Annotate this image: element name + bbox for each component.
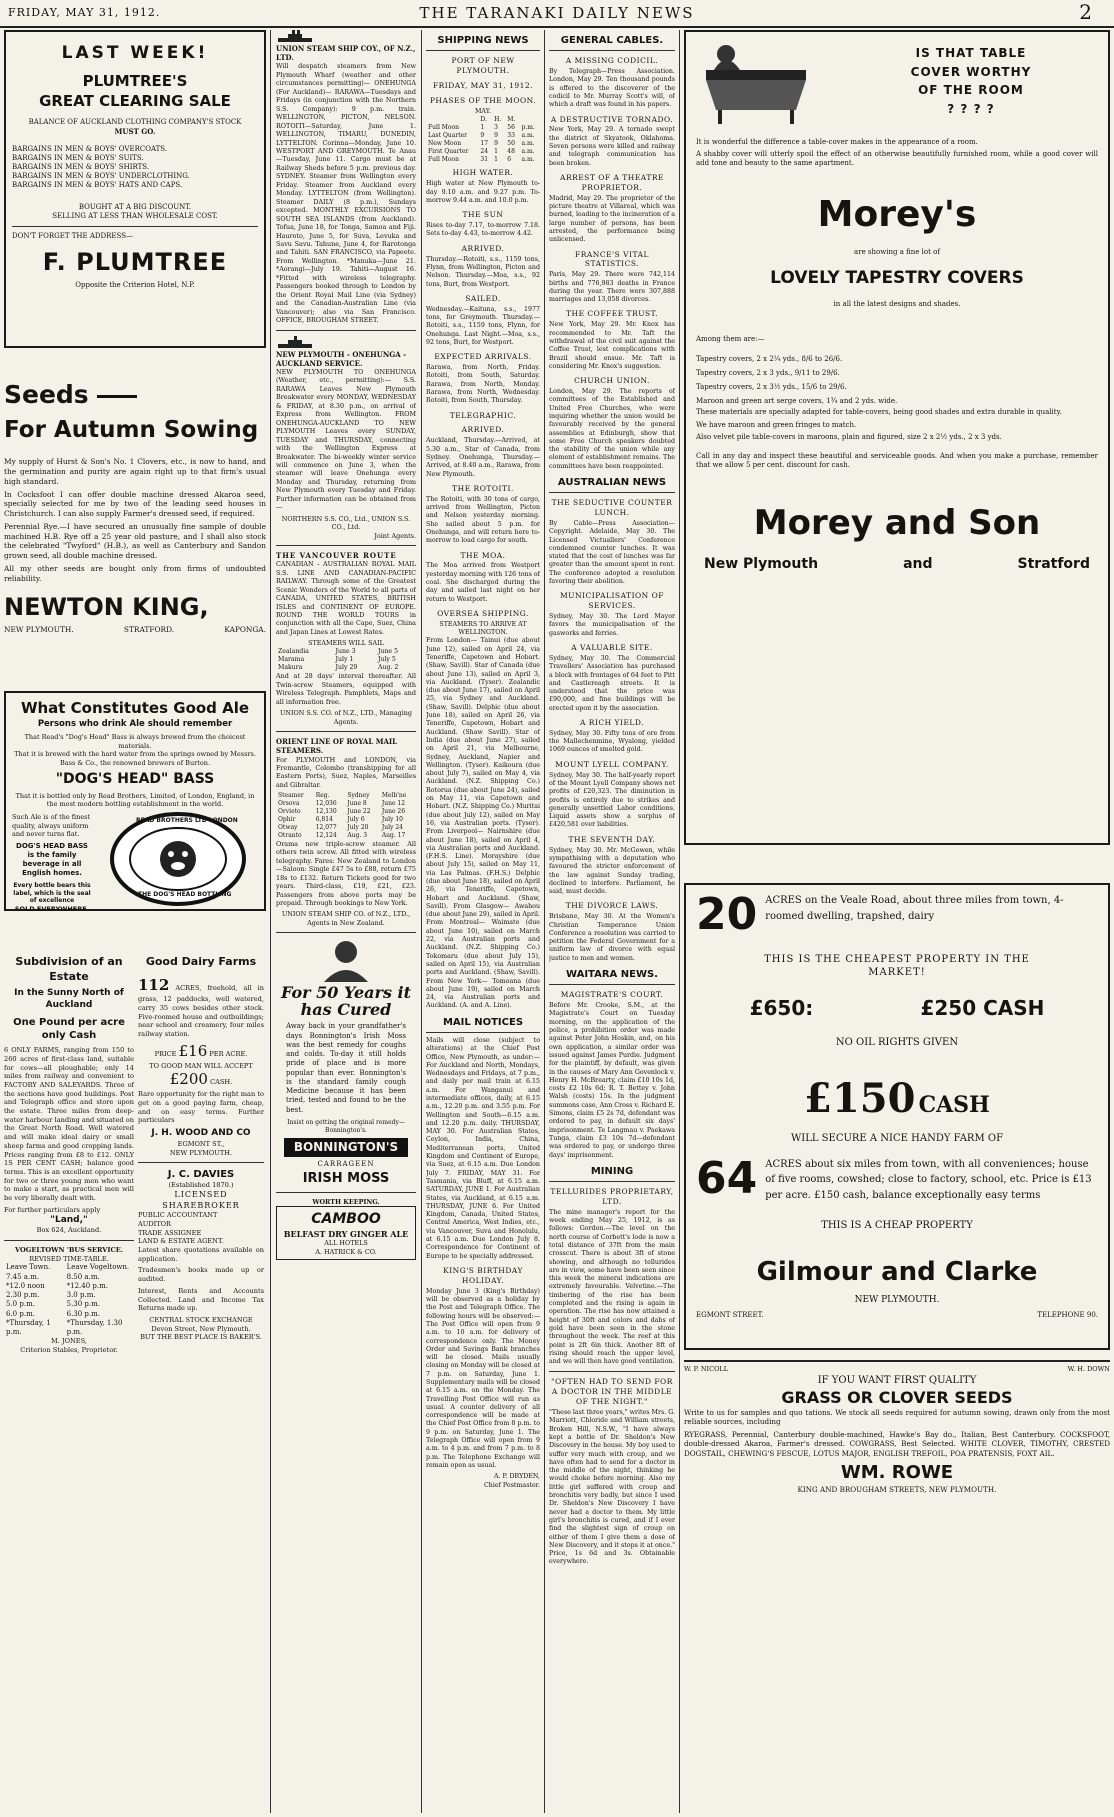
bargain-3: BARGAINS IN MEN & BOYS' UNDERCLOTHING. <box>12 172 190 181</box>
seal-top-text: READ BROTHERS LTD LONDON <box>136 816 238 824</box>
aus-2-heading: A VALUABLE SITE. <box>571 643 653 653</box>
shipping-news: SHIPPING NEWS <box>426 32 540 51</box>
aus-3-text: Sydney, May 30. Fifty tons of ore from the Mallechenmine, Wyalong, yielded 1069 ounces of smelted gold. <box>549 729 675 754</box>
port-title: PORT OF NEW PLYMOUTH. <box>451 56 515 76</box>
holiday-text: Monday June 3 (King's Birthday) will be observed as a holiday by the Post and Telegraph Office. The following hours will be observed:— The Post Office will open from 9 a.m. to 10 a.m. for delivery of correspondence only. The Money Order and Savings Bank branches will be closed. Mails usually closing on Monday will be closed at 7 p.m. on Saturday, June 1. Supplementary mails will be closed at 6.15 a.m. on the Monday. The Travelling Post Office will run as usual. A counter delivery of all correspondence will be made at the Chief Post Office from 8 p.m. to 9 p.m. on Saturday, June 1. The Telegraph Office will open from 9 a.m. to 4 p.m. and from 7 p.m. to 8 p.m. The Telephone Exchange will remain open as usual. <box>426 1287 540 1469</box>
bonnington-brand: BONNINGTON'S <box>284 1138 408 1158</box>
camboo-ad <box>276 1206 416 1260</box>
irish-moss: IRISH MOSS <box>302 1170 390 1186</box>
davies-title: LICENSED SHAREBROKER <box>162 1190 240 1210</box>
dairy-price: £16 <box>178 1041 208 1060</box>
general-cables: GENERAL CABLES. <box>549 32 675 51</box>
davies-devon: Devon Street, New Plymouth. <box>151 1324 251 1333</box>
morey-list-3: Maroon and green art serge covers, 1¾ and 2 yds. wide. <box>696 397 898 406</box>
gilmour-street: EGMONT STREET. <box>696 1310 764 1319</box>
acres-20: 20 <box>696 889 758 940</box>
high-water-text: High water at New Plymouth to-day 9.10 a.m. and 9.27 p.m. To-morrow 9.44 a.m. and 10.0 p.m. <box>426 180 540 204</box>
rowe-text1: Write to us for samples and quo tations. We stock all seeds required for autumn sowing, drawn only from the most reliable sources, including <box>684 1407 1110 1427</box>
dairy-acres: 112 <box>138 975 170 994</box>
sailed-text: Wednesday.—Kaituna, s.s., 1977 tons, for Greymouth. Thursday.—Rotoiti, s.s., 1159 tons, Flynn, for Onehunga. Last Night.—Moa, s.s., 92 tons, Burt, for Westport. <box>426 305 540 346</box>
ale-t4: Such Ale is of the finest quality, always uniform and never turns flat. <box>12 812 91 839</box>
must-go: MUST GO. <box>114 127 156 137</box>
dont-forget: DON'T FORGET THE ADDRESS— <box>12 232 133 241</box>
vancouver-table: Zealandia June 3 June 5 Marama July 1 July 5 Makura July 29 Aug. 2 <box>278 647 399 672</box>
ale-t2: That it is brewed with the hard water from the springs owned by Messrs. Bass & Co., the renowned brewers of Burton. <box>14 750 256 767</box>
arrived-title: ARRIVED. <box>461 243 505 253</box>
masthead <box>0 0 1114 28</box>
moon-phases: PHASES OF THE MOON. <box>429 95 537 105</box>
morey-p2: A shabby cover will utterly spoil the effect of an otherwise beautifully furnished room, while a good cover will add tone and beauty to the same apartment. <box>696 150 1098 168</box>
bargain-1: BARGAINS IN MEN & BOYS' SUITS. <box>12 153 144 162</box>
grass-clover: GRASS OR CLOVER SEEDS <box>781 1387 1013 1407</box>
table-illustration-icon <box>696 40 816 126</box>
expected-title: EXPECTED ARRIVALS. <box>434 352 532 362</box>
subdivision-ad <box>4 955 134 1355</box>
morey-headline-3: OF THE ROOM <box>918 83 1024 98</box>
cable-0-heading: A MISSING CODICIL. <box>565 56 659 66</box>
bargain-4: BARGAINS IN MEN & BOYS' HATS AND CAPS. <box>12 181 183 190</box>
mail-text: Mails will close (subject to alterations) at the Chief Post Office, New Plymouth, as under:— For Auckland and North, Mondays, Wednesdays and Fridays, at 7 p.m., and daily per mail train at 6.15 a.m. For Wanganui and intermediate offices, daily, at 6.15 a.m., 12.20 p.m. and 3.55 p.m. For Wellington and South—6.15 a.m. and 12.20 p.m. daily. THURSDAY, MAY 30. For Australian States, Ceylon, India, China, Mediterranean ports, United Kingdom and Continent of Europe, via Suez, at 6.15 a.m. Due London July 7. FRIDAY, MAY 31. For Tasmania, via Bluff, at 6.15 a.m. SATURDAY, JUNE 1. For Australian States, via Auckland, at 6.15 a.m. THURSDAY, JUNE 6. For United Kingdom, Canada, United States, Central America, West Indies, etc., via Vancouver, Suva and Honolulu, at 6.15 a.m. Due London July 8. Correspondence for Continent of Europe to be specially addressed. <box>426 1036 540 1260</box>
column-4 <box>549 30 675 1813</box>
morey-p4: We have maroon and green fringes to match. <box>696 420 857 429</box>
morey-showing: are showing a fine lot of <box>854 248 940 257</box>
vancouver-steamers: STEAMERS WILL SAIL <box>308 639 384 648</box>
issue-date: FRIDAY, MAY 31, 1912. <box>8 6 161 19</box>
seeds-title: Seeds <box>4 382 266 407</box>
morey-ad <box>684 30 1110 845</box>
postmaster-name: A. P. DRYDEN, <box>493 1473 540 1481</box>
rowe-right: W. H. DOWN <box>1067 1365 1110 1373</box>
dairy-street: EGMONT ST., <box>177 1139 225 1148</box>
carrageen: CARRAGEEN <box>317 1160 375 1169</box>
vancouver-title: THE VANCOUVER ROUTE <box>276 551 397 561</box>
onehunga-title: NEW PLYMOUTH - ONEHUNGA - AUCKLAND SERVICE. <box>276 349 407 368</box>
morey-p6: Call in any day and inspect these beautiful and serviceable goods. And when you make a purchase, remember that we allow 5 per cent. discount for cash. <box>696 452 1098 470</box>
rowe-text2: RYEGRASS, Perennial, Canterbury double-machined, Hawke's Bay do., Italian, Best Canterbury. COCKSFOOT, double-dressed Akaroa, Farmer's dressed. COWGRASS, Best Selected. WHITE CLOVER, TIMOTHY, CRESTED DOGSTAIL, CHEWING'S FESCUE, LOTUS MAJOR, ENGLISH TREFOIL, POA PRATENSIS, FOXT AIL. <box>684 1429 1110 1458</box>
land-box: "Land," <box>50 1214 88 1225</box>
morey-marks: ? ? ? ? <box>947 101 995 116</box>
gilmour-town: NEW PLYMOUTH. <box>854 1294 940 1305</box>
bonnington-portrait-icon <box>316 938 376 982</box>
seeds-p3: Perennial Rye.—I have secured an unusually fine sample of double machined H.B. Rye off a 25 year old pasture, and I shall also stock the celebrated "Twyford" (H.B.), as well as Canterbury and Sandon grown seed, all double machine dressed. <box>4 521 266 561</box>
gilmour-tel: TELEPHONE 90. <box>1037 1310 1098 1319</box>
rowe-address: KING AND BROUGHAM STREETS, NEW PLYMOUTH. <box>797 1485 997 1495</box>
davies-role-2: TRADE ASSIGNEE <box>138 1228 202 1237</box>
bus-owner: M. JONES, <box>51 1337 87 1346</box>
aus-3-heading: A RICH YIELD. <box>579 717 645 727</box>
cable-1-text: New York, May 29. A tornado swept the district of Skyatook, Oklahoma. Seven persons were killed and railway and telegraph communication has been broken. <box>549 126 675 167</box>
davies-role-3: LAND & ESTATE AGENT. <box>138 1237 224 1246</box>
page-number: 2 <box>1079 0 1092 24</box>
davies-interest: Interest, Rents and Accounts Collected. Land and Income Tax Returns made up. <box>138 1286 264 1313</box>
no-oil-rights: NO OIL RIGHTS GIVEN <box>835 1036 959 1048</box>
mining-0-heading: TELLURIDES PROPRIETARY, LTD. <box>550 1186 674 1206</box>
orient-table: Steamer Reg. Sydney Melb'ne Orsova 12,036 June 8 June 12 Orvieto 12,130 June 22 June 26 Ophir 6,814 July 6 July 10 Otway 12,077 July 20 July 24 Otranto 12,124 Aug. 3 Aug. 17 <box>278 792 407 839</box>
morey-among: Among them are:— <box>696 335 765 344</box>
davies-latest: Latest share quotations available on application. <box>138 1246 264 1263</box>
bought-line: BOUGHT AT A BIG DISCOUNT. <box>78 202 192 211</box>
rowe-want: IF YOU WANT FIRST QUALITY <box>817 1374 977 1386</box>
wm-rowe: WM. ROWE <box>840 1462 954 1484</box>
waitara-news: WAITARA NEWS. <box>549 966 675 985</box>
bus-timetable: Leave Town. Leave Vogeltown. 7.45 a.m. 8.50 a.m. *12.0 noon *12.40 p.m. 2.30 p.m. 3.0 p.m. 5.0 p.m. 5.30 p.m. 6.0 p.m. 6.30 p.m. *Thursday, 1 p.m. *Thursday, 1.30 p.m. <box>6 1263 130 1337</box>
ale-t7: SOLD EVERYWHERE. <box>14 905 90 914</box>
worth-keeping: WORTH KEEPING. <box>312 1197 380 1206</box>
onehunga-joint: Joint Agents. <box>374 531 416 540</box>
dairy-town: NEW PLYMOUTH. <box>169 1148 233 1157</box>
moreys-name: Morey's <box>817 193 977 235</box>
vancouver-agent: UNION S.S. CO. of N.Z., LTD., Managing Agents. <box>279 709 413 726</box>
price-250-cash: £250 CASH <box>920 996 1045 1021</box>
selling-line: SELLING AT LESS THAN WHOLESALE COST. <box>52 211 218 220</box>
ale-t5: DOG'S HEAD BASS is the family beverage in all English homes. <box>16 841 88 878</box>
acres-20-text: ACRES on the Veale Road, about three miles from town, 4-roomed dwelling, trapshed, dairy <box>765 895 1064 922</box>
further-particulars: For further particulars apply <box>4 1205 101 1214</box>
subdivision-title: Subdivision of an Estate <box>15 954 123 983</box>
ale-ad <box>4 691 266 914</box>
column-2 <box>276 30 416 1813</box>
price-150: £150 <box>804 1074 916 1122</box>
seeds-p4: All my other seeds are bought only from firms of undoubted reliability. <box>4 564 266 583</box>
newton-king-towns: NEW PLYMOUTH. STRATFORD. KAPONGA. <box>4 625 266 635</box>
morey-headline-2: COVER WORTHY <box>910 64 1032 79</box>
morey-and-son: Morey and Son <box>753 502 1041 543</box>
mining: MINING <box>549 1163 675 1182</box>
cheapest-property: THIS IS THE CHEAPEST PROPERTY IN THE MARKET! <box>764 954 1030 979</box>
ale-subtitle: Persons who drink Ale should remember <box>37 718 233 729</box>
davies-name: J. C. DAVIES <box>167 1169 235 1181</box>
moa-text: The Moa arrived from Westport yesterday morning with 126 tons of coal. She discharged during the day and sailed last night on her return to Westport. <box>426 562 540 603</box>
sun-title: THE SUN <box>462 210 504 220</box>
union-text: Will despatch steamers from New Plymouth Wharf (weather and other circumstances permitting)— ONEHUNGA (For Auckland)— RARAWA—Tuesdays and Fridays (in conjunction with the Northern S.S. Company): 9 p.m. train. WELLINGTON, PICTON, NELSON. ROTOITI—Saturday, June 1. WELLINGTON, TIMARU, DUNEDIN, LYTTELTON. Corinna—Monday, June 10. WESTPORT AND GREYMOUTH. Te Anau—Tuesday, June 11. Cargo must be at Railway Sheds before 5 p.m. previous day. SYDNEY. Steamer from Wellington every Friday. Steamer from Auckland every Monday. LYTTELTON (from Wellington). Steamer DAILY (8 p.m.), Sundays excepted. MONTHLY EXCURSIONS TO SOUTH SEA ISLANDS (from Auckland). Tofua, June 18, for Tonga, Samoa and Fiji. Hauroto, June 5, for Suva, Levuka and Savu Savu. Tahune, June 4, for Rarotonga and Tahiti. SAN FRANCISCO, via Papeete. From Wellington. *Manuka—June 21. *Aorangi—July 19. Tahiti—August 16. *Fitted with wireless telegraphy. Passengers booked through to London by the Orient Royal Mail Line (via Sydney) and the Canadian-Australian Line (via Vancouver); also via San Francisco. OFFICE, BROUGHAM STREET. <box>276 62 416 325</box>
cable-3-heading: FRANCE'S VITAL STATISTICS. <box>575 249 649 269</box>
orient-title: ORIENT LINE OF ROYAL MAIL STEAMERS. <box>276 737 398 756</box>
morey-town-0: New Plymouth <box>704 556 819 573</box>
plumtree-address: Opposite the Criterion Hotel, N.P. <box>75 281 195 290</box>
plumtree-owner: F. PLUMTREE <box>42 248 228 277</box>
davies-est: (Established 1870.) <box>168 1181 234 1190</box>
sun-text: Rises to-day 7.17, to-morrow 7.18. Sets to-day 4.43, to-morrow 4.42. <box>426 222 540 238</box>
bargain-0: BARGAINS IN MEN & BOYS' OVERCOATS. <box>12 144 168 153</box>
newton-king: NEWTON KING, <box>4 592 209 621</box>
cable-1-heading: A DESTRUCTIVE TORNADO. <box>550 114 674 124</box>
vancouver-after: And at 28 days' interval thereafter. All Twin-screw Steamers, equipped with Wireless Telegraph. Pamphlets, Maps and all information free. <box>276 672 416 706</box>
moon-month: MAY. <box>474 107 492 115</box>
morey-town-1: and <box>903 556 933 573</box>
clearing-sale: GREAT CLEARING SALE <box>39 92 231 111</box>
aus-1-text: Sydney, May 30. The Lord Mayor favors the municipalisation of the gasworks and ferries. <box>549 613 675 637</box>
australian-news: AUSTRALIAN NEWS <box>549 474 675 493</box>
newspaper-title: THE TARANAKI DAILY NEWS <box>419 4 695 22</box>
morey-list-0: Tapestry covers, 2 x 2¼ yds., 8/6 to 26/6. <box>696 355 843 364</box>
oversea-sub: STEAMERS TO ARRIVE AT WELLINGTON. <box>439 620 527 637</box>
gilmour-and-clarke: Gilmour and Clarke <box>756 1256 1038 1287</box>
camboo-text: BELFAST DRY GINGER ALE <box>283 1228 409 1239</box>
morey-headline-1: IS THAT TABLE <box>915 46 1027 60</box>
oversea-text: From London— Tainui (due about June 12), sailed on April 24, via Teneriffe, Capetown and Hobart. (Shaw, Savill). Star of Canada (due about June 13), sailed on April 3, via Auckland. (Tyser). Zealandic (due about June 17), sailed on April 25, via Sydney and Auckland. (Shaw, Savill). Delphic (due about June 18), sailed on April 26, via Teneriffe, Capetown, Hobart and Auckland. (Shaw Savill). Star of India (due about June 27), sailed on April 21, via Melbourne, Sydney, Auckland, Napier and Wellington. (Tyser). Kaikoura (due about July 7), sailed on May 4, via Auckland. (N.Z. Shipping Co.) Rotorua (due about June 24), sailed on May 11, via Capetown and Hobart. (N.Z. Shipping Co.) Muritai (due about July 12), sailed on May 16, via Australian ports. (Tyser). From Liverpool— Nairnshire (due about June 18), sailed on April 4, via Australian ports and Auckland. (F.H.S. Line). Morayshire (due about July 15), sailed on May 11, via Las Palmas. (F.H.S.) Delphic (due about June 18), sailed on April 26, via Teneriffe, Capetown, Hobart and Auckland. (Shaw, Savill). From Glasgow— Awahou (due about June 29), sailed in April. From Montreal— Waimate (due about June 10), sailed on March 22, via Australian ports and Auckland. (N.Z. Shipping Co.) Tokomaru (due about July 15), sailed on April 15), via Australian ports and Auckland. (Shaw, Savill). From New York— Tomoana (due about June 19), sailed on March 24, via Australian ports and Auckland. (A. and A. Line). <box>426 637 540 1010</box>
oversea-title: OVERSEA SHIPPING. <box>437 608 529 618</box>
davies-exchange: CENTRAL STOCK EXCHANGE <box>149 1315 253 1324</box>
mail-notices: MAIL NOTICES <box>426 1014 540 1033</box>
aus-4-heading: MOUNT LYELL COMPANY. <box>555 759 669 769</box>
aus-0-text: By Cable—Press Association—Copyright. Adelaide, May 30. The Licensed Victuallers' Conference condemned counter lunches. It was stated that the cost of lunches was far greater than the amount spent in rent. The conference adopted a resolution favoring their abolition. <box>549 519 675 586</box>
rotoiti-text: The Rotoiti, with 30 tons of cargo, arrived from Wellington, Picton and Nelson yesterday morning. She sailed about 5 p.m. for Onehunga, and will return here to-morrow to load cargo for south. <box>426 495 540 545</box>
last-week-heading: LAST WEEK! <box>61 43 209 63</box>
morey-p1: It is wonderful the difference a table-cover makes in the appearance of a room. <box>696 138 978 146</box>
bargain-2: BARGAINS IN MEN & BOYS' SHIRTS. <box>12 162 150 171</box>
dairy-cash: £200 <box>169 1070 208 1089</box>
moon-table: D. H. M. Full Moon 1 3 56 p.m. Last Quarter 9 9 33 a.m. New Moon 17 9 50 a.m. First Quarter 24 1 48 a.m. Full Moon 31 1 6 a.m. <box>428 116 535 163</box>
onehunga-text: NEW PLYMOUTH TO ONEHUNGA (Weather, etc., permitting):— S.S. RARAWA Leaves New Plymouth Breakwater every MONDAY, WEDNESDAY & FRIDAY, at 8.30 p.m., on arrival of Express from Wellington. FROM ONEHUNGA-AUCKLAND TO NEW PLYMOUTH Leaves every SUNDAY, TUESDAY and THURSDAY, connecting with the Wellington Express at Breakwater. The bi-weekly winter service will commence on June 3, when the steamer will leave Onehunga every Monday and Thursday, returning from New Plymouth every Tuesday and Friday. Further information can be obtained from— <box>276 367 416 512</box>
holiday-title: KING'S BIRTHDAY HOLIDAY. <box>443 1265 523 1285</box>
dairy-rare: Rare opportunity for the right man to get on a good paying farm, cheap, and on easy terms. Further particulars <box>138 1090 264 1125</box>
orient-after: Orama new triple-screw steamer. All others twin screw. All fitted with wireless telegraphy. Fares: New Zealand to London—Saloon: Single £47 5s to £88, return £75 18s to £132. Return Tickets good for two years. Third-class, £19, £21, £23. Passengers from above ports may be prepaid. Through bookings to New York. <box>276 839 416 907</box>
cure-text: Away back in your grandfather's days Bonnington's Irish Moss was the best remedy for coughs and colds. To-day it still holds pride of place and is more popular than ever. Bonnington's is the standard family cough Medicine because it has been tried, tested and found to be the best. <box>286 1022 406 1114</box>
bonnington-ad <box>276 938 416 1186</box>
telegraphic-title: TELEGRAPHIC. <box>449 410 517 420</box>
dairy-agent: J. H. WOOD AND CO <box>151 1127 251 1138</box>
morey-town-2: Stratford <box>1017 556 1090 573</box>
box-auckland: Box 624, Auckland. <box>36 1226 102 1235</box>
ale-t6: Every bottle bears this label, which is the seal of excellence <box>13 881 91 905</box>
waitara-0-text: Before Mr. Crooke, S.M., at the Magistrate's Court on Tuesday morning, on the application of the police, a prohibition order was made against Peter John Hoskin, and, on his own application, a similar order was issued against James Purdie. Judgment for the plaintiff, by default, was given in the causes of Mary Ann Govenlock v. Henry H. McBrearty, claim £10 10s 1d, costs £2 10s 6d; R. T. Bettey v. John Walsh (costs) 15s. In the judgment summons case, Ann Cross v. Richard E. Simons, claim £5 2s 7d, defendant was ordered to pay, in default six days' imprisonment. Te Langmau v. Paekawa Tunga, claim £3 10s 7d—defendant was ordered to pay, or undergo three days' imprisonment. <box>549 1002 675 1159</box>
morey-p5: Also velvet pile table-covers in maroons, plain and figured, size 2 x 2½ yds., 2 x 3 yds. <box>696 432 1002 441</box>
steamship-icon <box>276 336 316 350</box>
doctor-text: "These last three years," writes Mrs. G. Marriott, Chloride and William streets, Broken Hill, N.S.W., "I have always kept a bottle of Dr. Sheldon's New Discovery in the house. My boy used to suffer very much with croup, and we have often had to send for a doctor in the middle of the night, thinking he would choke before morning. Also my little girl suffered with croup and bronchitis very badly, but since I used Dr. Sheldon's New Discovery I have never had a doctor to them. My little girl's bronchitis is cured, and if I ever find the slightest sign of croup on either of them I give them a dose of New Discovery, and it stops it at once." Price, 1s 6d and 3s. Obtainable everywhere. <box>549 1409 675 1566</box>
dairy-text: ACRES, freehold, all in grass, 12 paddocks, well watered, carry 35 cows besides other stock. Five-roomed house and outbuildings; near school and creamery, four miles railway station. <box>138 983 264 1039</box>
cable-2-text: Madrid, May 29. The proprietor of the picture theatre at Villareal, which was burned, leading to the incineration of a large number of persons, has been arrested, the performance being unlicensed. <box>549 194 675 244</box>
ale-t3: That it is bottled only by Read Brothers, Limited, of London, England, in the most modern bottling establishment in the world. <box>15 791 255 809</box>
aus-6-heading: THE DIVORCE LAWS. <box>565 901 659 911</box>
column-1 <box>4 30 266 1813</box>
davies-role-0: PUBLIC ACCOUNTANT <box>138 1211 218 1220</box>
moa-title: THE MOA. <box>460 550 506 560</box>
doctor-heading: "OFTEN HAD TO SEND FOR A DOCTOR IN THE MIDDLE OF THE NIGHT." <box>551 1377 673 1407</box>
cable-5-heading: CHURCH UNION. <box>574 376 650 386</box>
aus-5-text: Sydney, May 30. Mr. McGowen, while sympathising with a deputation who favoured the stricter enforcement of the law against Sunday trading, declined to interfere. Parliament, he said, must decide. <box>549 846 675 896</box>
cable-4-text: New York, May 29. Mr. Knox has recommended to Mr. Taft the withdrawal of the civil suit against the Coffee Trust, lest complications with Brazil should ensue. Mr. Taft is considering Mr. Knox's suggestion. <box>549 321 675 370</box>
telegraphic-text: Auckland, Thursday.—Arrived, at 5.30 a.m., Star of Canada, from Sydney. Onehunga, Thursday.—Arrived, at 8.40 a.m., Rarawa, from New Plymouth. <box>426 437 540 478</box>
rowe-ad <box>684 1360 1110 1495</box>
balance-line: BALANCE OF AUCKLAND CLOTHING COMPANY'S STOCK <box>28 118 242 127</box>
aus-1-heading: MUNICIPALISATION OF SERVICES. <box>559 591 664 611</box>
cable-5-text: London, May 29. The reports of committees of the Established and United Free Churches, who were inquiring whether the union would be favourably received by the general assemblies at Edinburgh, show that some Free Church speakers doubted the stability of the union while any element of establishment remains. The committees have been reappointed. <box>549 388 675 470</box>
dairy-title: Good Dairy Farms <box>145 954 257 968</box>
rowe-left: W. P. NICOLL <box>684 1365 729 1373</box>
plumtree-ad <box>4 30 266 348</box>
mining-0-text: The mine manager's report for the week ending May 25, 1912, is as follows: Gordon.—The level on the north course of Corbett's lode is now a total distance of 37ft from the main crosscut. There is about 3ft of stone showing, and although no tellurides are in view, some have been seen since this week the mineral indications are extremely favourable. Velvetine.—The timbering of the rise has been completed and the rising is again in operation. The rise has now attained a height of 30ft and colors and dabs of gold have been seen in the stone throughout the week. The reef at this point is 2ft 6in thick. Another 8ft of rising should reach the upper level, and we will then have good ventilation. <box>549 1208 675 1366</box>
cable-0-text: By Telegraph—Press Association. London, May 29. Ten thousand pounds is offered to the discoverer of the codicil to Mr. Murray Scott's will, of which a draft was found in his papers. <box>549 68 675 109</box>
davies-books: Tradesmen's books made up or audited. <box>138 1266 264 1284</box>
bus-sub: REVISED TIME-TABLE. <box>29 1254 109 1263</box>
price-150-cash: CASH <box>918 1091 990 1118</box>
bakers-line: BUT THE BEST PLACE IS BAKER'S. <box>140 1333 262 1342</box>
seeds-ad <box>4 382 266 635</box>
camboo-agent: A. HATRICK & CO. <box>315 1247 377 1256</box>
telegraphic-arrived: ARRIVED. <box>461 425 505 435</box>
high-water: HIGH WATER. <box>452 168 514 178</box>
aus-5-heading: THE SEVENTH DAY. <box>568 834 656 844</box>
steamship-icon <box>276 30 316 44</box>
orient-text: For PLYMOUTH and LONDON, via Fremantle, Colombo (transhipping for all Eastern Ports), Suez, Naples, Marseilles and Gibraltar. <box>276 755 416 789</box>
column-3 <box>426 30 540 1813</box>
secure-farm: WILL SECURE A NICE HANDY FARM OF <box>790 1132 1004 1144</box>
morey-list-2: Tapestry covers, 2 x 3½ yds., 15/6 to 29/6. <box>696 383 847 392</box>
aus-6-text: Brisbane, May 30. At the Women's Christian Temperance Union Conference a resolution was carried to petition the Federal Government for a uniform law of divorce with equal justice to men and women. <box>549 913 675 962</box>
camboo-hotels: ALL HOTELS <box>324 1239 368 1248</box>
morey-list-1: Tapestry covers, 2 x 3 yds., 9/11 to 29/6. <box>696 369 840 378</box>
ale-title: What Constitutes Good Ale <box>20 698 250 717</box>
davies-role-1: AUDITOR <box>138 1219 171 1228</box>
onehunga-agents: NORTHERN S.S. CO., Ltd., UNION S.S. CO., Ltd. <box>281 514 411 532</box>
cable-2-heading: ARREST OF A THEATRE PROPRIETOR. <box>560 172 664 192</box>
cable-3-text: Paris, May 29. There were 742,114 births and 776,983 deaths in France during the year. There were 307,888 marriages and 13,058 divorces. <box>549 271 675 304</box>
arrived-text: Thursday.—Rotoiti, s.s., 1159 tons, Flynn, from Wellington, Picton and Nelson. Thursday.—Moa, s.s., 92 tons, Burt, from Westport. <box>426 255 540 288</box>
orient-agent: UNION STEAM SHIP CO. of N.Z., LTD., Agents in New Zealand. <box>281 910 411 927</box>
dairy-ad: Good Dairy Farms 112 ACRES, freehold, all in grass, 12 paddocks, well watered, carry 35 cows besides other stock. Five-roomed house and outbuildings; near school and creamery, four miles railway station. PRICE £16 PER ACRE. TO GOOD MAN WILL ACCEPT £200 CASH. Rare opportunity for the right man to get on a good paying farm, cheap, and on easy terms. Further particulars J. H. WOOD AND CO EGMONT ST., NEW PLYMOUTH. J. C. DAVIES (Established 1870.) LICENSED SHAREBROKER PUBLIC ACCOUNTANT AUDITOR TRADE ASSIGNEE LAND & ESTATE AGENT. Latest share quotations available on application. Tradesmen's books made up or audited. Interest, Rents and Accounts Collected. Land and Income Tax Returns made up. CENTRAL STOCK EXCHANGE Devon Street, New Plymouth. BUT THE BEST PLACE IS BAKER'S. <box>138 954 264 1342</box>
union-title: UNION STEAM SHIP COY., OF N.Z., LTD. <box>276 44 416 63</box>
bus-stables: Criterion Stables, Proprietor. <box>20 1346 118 1355</box>
rotoiti-title: THE ROTOITI. <box>452 483 514 493</box>
shipping-date: FRIDAY, MAY 31, 1912. <box>432 80 534 90</box>
waitara-0-heading: MAGISTRATE'S COURT. <box>560 990 664 1000</box>
acres-64-text: ACRES about six miles from town, with all conveniences; house of five rooms, cowshed; close to factory, school, etc. Price is £13 per acre. £150 cash, balance exceptionally easy terms <box>765 1158 1092 1201</box>
expected-text: Rarawa, from North, Friday. Rotoiti, from South, Saturday. Rarawa, from North, Monday. Rarawa, from North, Wednesday. Rotoiti, from South, Thursday. <box>426 364 540 405</box>
ale-t1: That Read's "Dog's Head" Bass is always brewed from the choicest materials. <box>24 733 246 750</box>
subdivision-sub: In the Sunny North of Auckland <box>14 988 124 1010</box>
price-650: £650: <box>749 996 814 1021</box>
aus-2-text: Sydney, May 30. The Commercial Travellers' Association has purchased a block with frontages of 64 feet to Pitt and Castlereagh streets. It is understood that the price was £90,000, and fine buildings will be erected upon it by the association. <box>549 654 675 712</box>
cure-insist: Insist on getting the original remedy—Bonnington's. <box>287 1118 405 1134</box>
seeds-subtitle: For Autumn Sowing <box>4 417 259 443</box>
morey-p3: These materials are specially adapted for table-covers, being good shades and extra durable in quality. <box>696 408 1062 417</box>
morey-designs: in all the latest designs and shades. <box>833 299 961 308</box>
sailed-title: SAILED. <box>465 293 501 303</box>
subdivision-price: One Pound per acre only Cash <box>13 1016 125 1041</box>
camboo-brand: CAMBOO <box>311 1211 381 1228</box>
postmaster-title: Chief Postmaster. <box>483 1481 540 1489</box>
cheap-property: THIS IS A CHEAP PROPERTY <box>821 1220 973 1232</box>
cable-4-heading: THE COFFEE TRUST. <box>566 309 658 319</box>
column-5 <box>684 30 1110 1813</box>
vancouver-text: CANADIAN - AUSTRALIAN ROYAL MAIL S.S. LINE AND CANADIAN-PACIFIC RAILWAY. Through some of the Greatest Scenic Wonders of the World to all parts of CANADA, UNITED STATES, BRITISH ISLES and CONTINENT OF EUROPE. ROUND THE WORLD TOURS in conjunction with all the Cape, Suez, China and Japan Lines at Lowest Rates. <box>276 560 416 636</box>
seeds-p1: My supply of Hurst & Son's No. 1 Clovers, etc., is now to hand, and the germination and purity are again right up to that firm's usual high standard. <box>4 457 266 486</box>
aus-0-heading: THE SEDUCTIVE COUNTER LUNCH. <box>551 498 673 518</box>
aus-4-text: Sydney, May 30. The half-yearly report of the Mount Lyell Company shows net profits of £20,323. The diminution in profits is entirely due to strikes and generally unsettled Labor conditions. Liquid assets show a surplus of £420,581 over liabilities. <box>549 771 675 829</box>
gilmour-ad <box>684 883 1110 1350</box>
seal-bottom-text: THE DOG'S HEAD BOTTLING <box>138 890 232 898</box>
dogs-head-bass: "DOG'S HEAD" BASS <box>55 771 215 788</box>
seeds-p2: In Cocksfoot I can offer double machine dressed Akaroa seed, specially selected for me by two of the leading seed houses in Christchurch. I can also supply Farmer's dressed seed, if required. <box>4 489 266 519</box>
plumtree-name: PLUMTREE'S <box>82 72 188 91</box>
subdivision-body: 6 ONLY FARMS, ranging from 150 to 260 acres of first-class land, suitable for cows—all ploughable; only 14 miles from railway and convenient to FACTORY AND SALEYARDS. Three of the sections have good buildings. Post and Telegraph office and store upon the estate. Three miles from deep-water harbour landing and situated on the Great North Road. Well watered and will make ideal dairy or small sheep farms and good cropping lands. Prices ranging from £8 to £12. ONLY 1S PER CENT CASH; balance good terms. This is an excellent opportunity for two or three young men who want to make a start, as practical men will be very liberally dealt with. <box>4 1046 134 1203</box>
tapestry-covers: LOVELY TAPESTRY COVERS <box>770 268 1024 289</box>
bus-title: VOGELTOWN 'BUS SERVICE. <box>14 1246 124 1255</box>
dairy-accept: TO GOOD MAN WILL ACCEPT <box>149 1061 253 1070</box>
acres-64: 64 <box>696 1152 758 1204</box>
cure-headline: For 50 Years it has Cured <box>280 982 412 1019</box>
